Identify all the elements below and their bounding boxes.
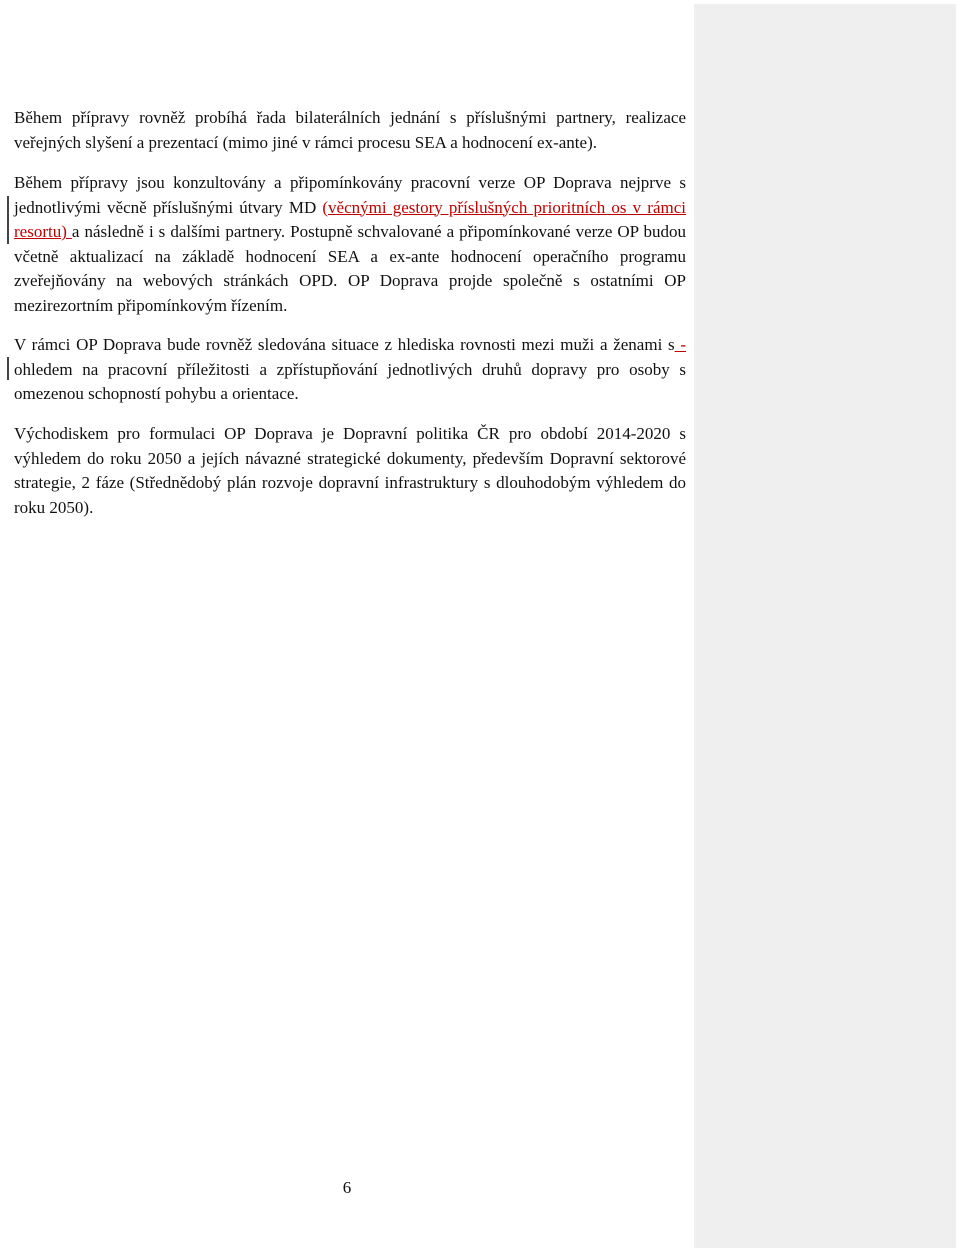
paragraph-bilateral-negotiations <box>14 106 686 155</box>
paragraph-text: Během přípravy jsou konzultovány a připomínkovány pracovní verze OP Doprava nejprve s jednotlivými věcně příslušnými útvary MD <box>14 173 686 217</box>
paragraph-text: V rámci OP Doprava bude rovněž sledována situace z hlediska rovnosti mezi muži a ženami s <box>14 335 675 354</box>
paragraph-consultations <box>14 171 686 318</box>
tracked-insertion[interactable]: (věcnými gestory příslušných prioritních os v rámci resortu) <box>14 197 686 241</box>
page-number: 6 <box>342 1178 352 1197</box>
paragraph-text: ohledem na pracovní příležitosti a zpřístupňování jednotlivých druhů dopravy pro osoby s <box>14 359 686 379</box>
paragraph-text: Východiskem pro formulaci OP Doprava je Dopravní politika ČR pro období 2014-2020 s výhledem do roku 2050 a jejích návazné strategické dokumenty, především Dopravní sektorové strategie, 2 fáze (Střednědobý plán rozvoje dopravní infrastruktury s dlouhodobým výhledem do roku 2050). <box>14 424 686 517</box>
paragraph-text: omezenou schopností pohybu a orientace. <box>14 384 299 403</box>
comment-margin-pane <box>694 4 956 1248</box>
paragraph-equality <box>14 333 686 407</box>
paragraph-text: a následně i s dalšími partnery. Postupně schvalované a připomínkované verze OP budou včetně aktualizací na základě hodnocení SEA a ex-ante hodnocení operačního programu zveřejňovány na webových stránkách OPD. OP Doprava projde společně s ostatními OP mezirezortním připomínkovým řízením. <box>14 222 686 315</box>
paragraph-text: Během přípravy rovněž probíhá řada bilaterálních jednání s příslušnými partnery, realizace veřejných slyšení a prezentací (mimo jiné v rámci procesu SEA a hodnocení ex-ante). <box>14 108 686 152</box>
change-bar <box>7 196 9 244</box>
change-bar <box>7 357 9 380</box>
tracked-change-mark[interactable]: - <box>674 335 686 354</box>
paragraph-transport-policy <box>14 422 686 520</box>
